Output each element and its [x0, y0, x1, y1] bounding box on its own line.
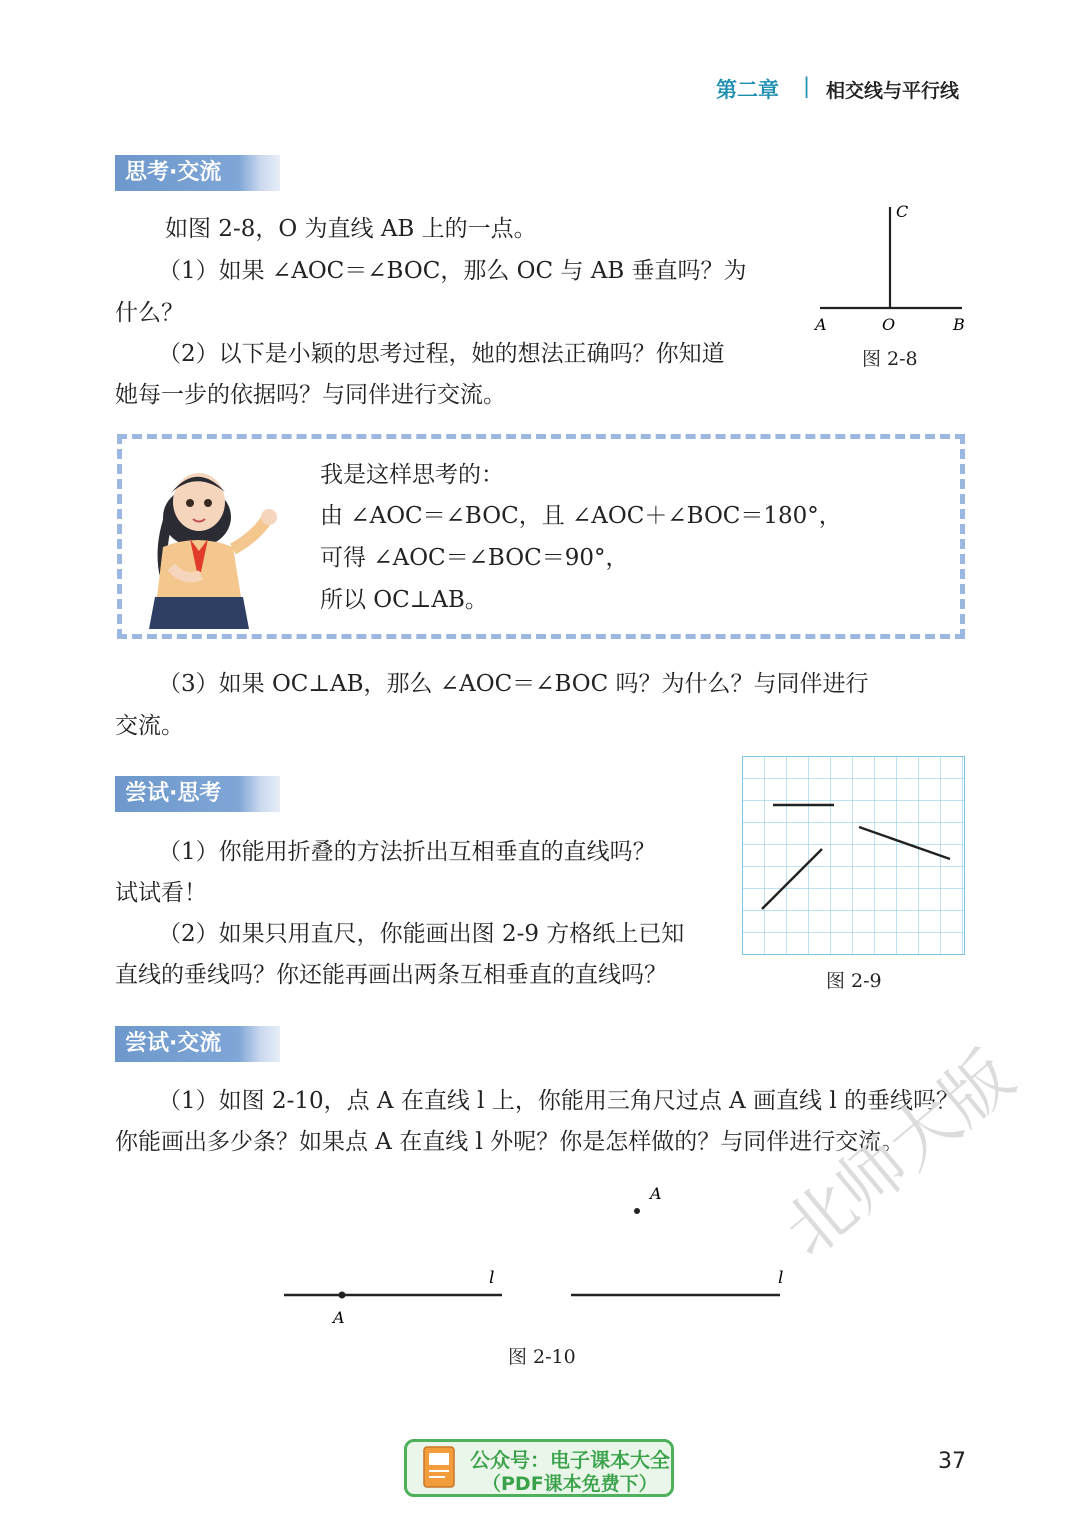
point-a-label-on-line: A: [333, 1308, 345, 1327]
question-2-line1: （2）以下是小颖的思考过程，她的想法正确吗？你知道: [158, 341, 725, 367]
line-l-label-left: l: [489, 1268, 495, 1288]
wechat-account-text: 公众号：电子课本大全: [470, 1448, 670, 1472]
question-3-line1: （3）如果 OC⊥AB，那么 ∠AOC＝∠BOC 吗？为什么？与同伴进行: [158, 671, 869, 697]
figure-2-8: [810, 195, 980, 340]
question-2-line2: 她每一步的依据吗？与同伴进行交流。: [115, 382, 506, 408]
line-l-label-right: l: [778, 1268, 784, 1288]
discuss-question-1-line1: （1）如图 2-10，点 A 在直线 l 上，你能用三角尺过点 A 画直线 l 的垂线吗？: [158, 1088, 960, 1114]
question-3-line2: 交流。: [115, 713, 184, 739]
figure-2-10-caption: 图 2-10: [508, 1346, 576, 1368]
figure-2-9-caption: 图 2-9: [826, 970, 882, 992]
label-c: C: [896, 202, 909, 221]
section-tag-think-discuss: 思考·交流: [115, 155, 280, 191]
point-a-label-off-line: A: [650, 1184, 662, 1203]
label-a: A: [815, 315, 827, 334]
publisher-watermark: 北师大版: [769, 1036, 1029, 1273]
girl-illustration: [135, 447, 295, 632]
try-question-2-line2: 直线的垂线吗？你还能再画出两条互相垂直的直线吗？: [115, 962, 667, 988]
page-number: 37: [938, 1449, 966, 1474]
section-tag-try-think: 尝试·思考: [115, 776, 280, 812]
chapter-label: 第二章: [716, 78, 779, 102]
chapter-title: 相交线与平行线: [826, 80, 960, 102]
figure-2-8-caption: 图 2-8: [862, 348, 918, 370]
thinking-line-4: 所以 OC⊥AB。: [320, 587, 488, 613]
figure-2-9-grid: [742, 756, 966, 956]
wechat-pdf-text: （PDF课本免费下）: [482, 1473, 658, 1495]
discuss-question-1-line2: 你能画出多少条？如果点 A 在直线 l 外呢？你是怎样做的？与同伴进行交流。: [115, 1129, 905, 1155]
label-b: B: [953, 315, 965, 334]
figure-2-10: [270, 1175, 810, 1335]
question-1-line1: （1）如果 ∠AOC＝∠BOC，那么 OC 与 AB 垂直吗？为: [158, 258, 747, 284]
thinking-line-3: 可得 ∠AOC＝∠BOC＝90°，: [320, 545, 629, 571]
thinking-line-1: 我是这样思考的：: [320, 462, 504, 488]
thinking-line-2: 由 ∠AOC＝∠BOC，且 ∠AOC＋∠BOC＝180°，: [320, 503, 842, 529]
label-o: O: [882, 315, 896, 334]
header-separator: |: [803, 74, 811, 98]
intro-text: 如图 2-8，O 为直线 AB 上的一点。: [165, 216, 537, 242]
try-question-2-line1: （2）如果只用直尺，你能画出图 2-9 方格纸上已知: [158, 921, 685, 947]
try-question-1-line1: （1）你能用折叠的方法折出互相垂直的直线吗？: [158, 839, 656, 865]
try-question-1-line2: 试试看！: [115, 880, 207, 906]
question-1-line2: 什么？: [115, 300, 184, 326]
book-icon: [420, 1445, 460, 1493]
section-tag-try-discuss: 尝试·交流: [115, 1026, 280, 1062]
